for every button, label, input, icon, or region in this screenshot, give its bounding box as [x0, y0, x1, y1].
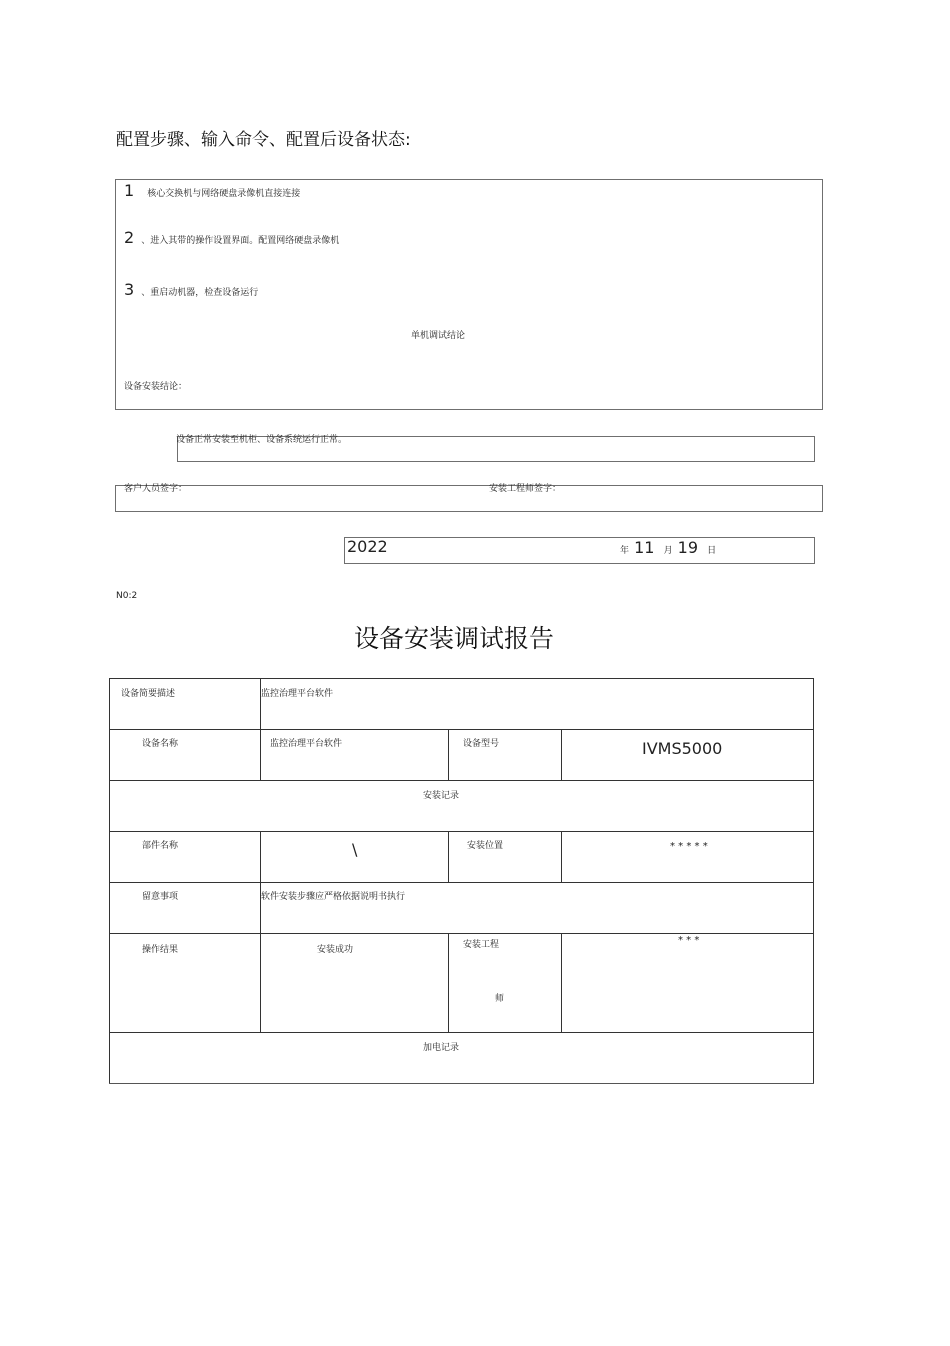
notes-label: 留意事项 [142, 892, 179, 902]
row-brief [110, 679, 814, 730]
step-1-text: 核心交换机与网络硬盘录像机直接连接 [147, 189, 301, 199]
year-unit: 年 [620, 546, 630, 556]
notes-label-cell [110, 883, 261, 934]
day-unit: 日 [707, 546, 717, 556]
step-3 [124, 280, 258, 299]
step-1 [124, 181, 300, 200]
part-value: \ [352, 840, 358, 859]
conclusion-text: 设备正常安装至机柜、设备系统运行正常。 [176, 435, 348, 445]
engineer-label-line1: 安装工程 [463, 940, 500, 950]
date-box [344, 537, 815, 564]
notes-value-cell [261, 883, 814, 934]
date-ymd [620, 538, 716, 557]
part-label-cell [110, 832, 261, 883]
row-name-model [110, 730, 814, 781]
model-label-cell [449, 730, 562, 781]
row-install-record [110, 781, 814, 832]
date-year: 2022 [347, 537, 388, 556]
step-3-text: 、重启动机器，检查设备运行 [141, 288, 259, 298]
row-power-record [110, 1033, 814, 1084]
result-value: 安装成功 [317, 945, 354, 955]
row-result [110, 934, 814, 1033]
month-unit: 月 [663, 546, 673, 556]
signature-box [115, 485, 823, 512]
result-value-cell [261, 934, 449, 1033]
location-label: 安装位置 [467, 841, 504, 851]
conclusion-box [177, 436, 815, 462]
power-record-label: 加电记录 [423, 1043, 460, 1053]
row-notes [110, 883, 814, 934]
step-2-text: 、进入其带的操作设置界面。配置网络硬盘录像机 [141, 236, 340, 246]
install-conclusion-label: 设备安装结论： [124, 382, 188, 392]
step-2 [124, 228, 339, 247]
engineer-value-cell [562, 934, 814, 1033]
brief-value: 监控治理平台软件 [261, 689, 334, 699]
name-label: 设备名称 [142, 739, 179, 749]
name-value: 监控治理平台软件 [270, 739, 343, 749]
install-record-cell [110, 781, 814, 832]
location-value-cell [562, 832, 814, 883]
engineer-label-cell [449, 934, 562, 1033]
part-value-cell [261, 832, 449, 883]
power-record-cell [110, 1033, 814, 1084]
report-table [109, 678, 814, 1084]
result-label: 操作结果 [142, 945, 179, 955]
model-label: 设备型号 [463, 739, 500, 749]
name-value-cell [261, 730, 449, 781]
config-steps-box [115, 179, 823, 410]
date-day: 19 [677, 538, 699, 557]
single-test-label: 单机调试结论 [411, 331, 466, 341]
date-month: 11 [634, 538, 655, 557]
notes-value: 软件安装步骤应严格依据说明书执行 [261, 892, 406, 902]
location-value: * * * * * [670, 841, 708, 852]
name-label-cell [110, 730, 261, 781]
step-2-number: 2 [124, 228, 135, 247]
result-label-cell [110, 934, 261, 1033]
report-title: 设备安装调试报告 [354, 624, 555, 653]
brief-label-cell [110, 679, 261, 730]
step-3-number: 3 [124, 280, 135, 299]
engineer-signature-label: 安装工程师签字： [489, 484, 562, 494]
model-value-cell [562, 730, 814, 781]
doc-number: N0:2 [116, 591, 138, 601]
model-value: IVMS5000 [642, 739, 723, 758]
part-label: 部件名称 [142, 841, 179, 851]
brief-label: 设备简要描述 [121, 689, 176, 699]
row-part [110, 832, 814, 883]
brief-value-cell [261, 679, 814, 730]
engineer-label-line2: 师 [495, 994, 505, 1004]
engineer-value: * * * [678, 935, 700, 946]
customer-signature-label: 客户人员签字： [124, 484, 188, 494]
location-label-cell [449, 832, 562, 883]
config-heading: 配置步骤、输入命令、配置后设备状态: [116, 130, 411, 150]
install-record-label: 安装记录 [423, 791, 460, 801]
step-1-number: 1 [124, 181, 135, 200]
